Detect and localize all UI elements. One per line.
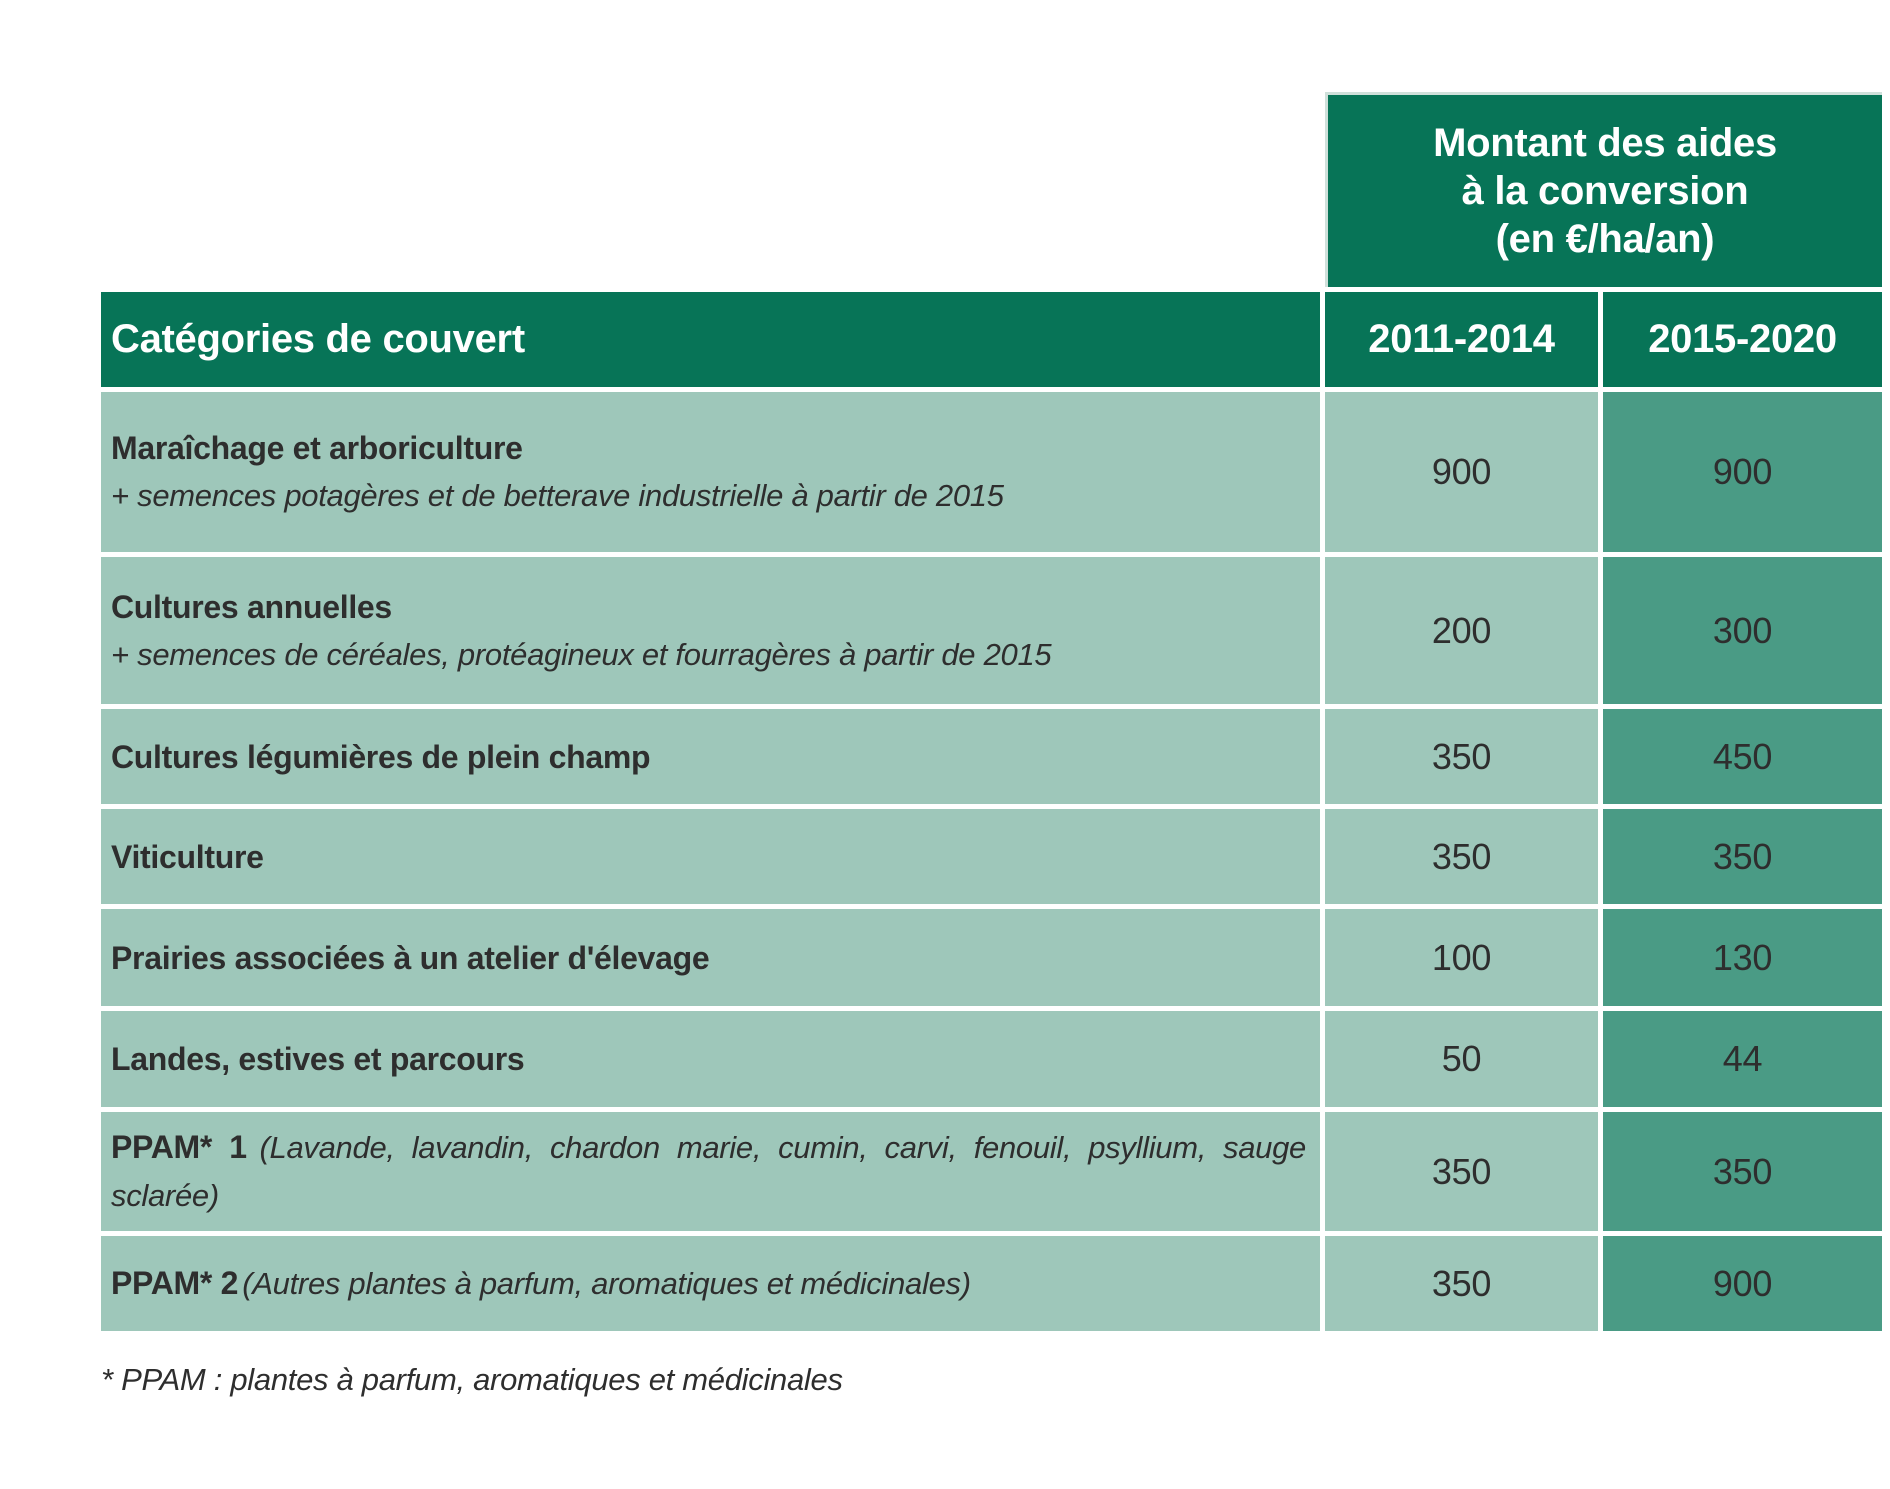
category-cell (101, 1011, 1320, 1107)
category-title: Cultures légumières de plein champ (111, 738, 651, 775)
category-title: Prairies associées à un atelier d'élevage (111, 939, 710, 976)
value-2011-2014: 350 (1325, 1236, 1598, 1331)
merged-header-row (101, 92, 1882, 287)
value-2015-2020: 350 (1603, 1112, 1882, 1231)
category-title: PPAM* 2 (111, 1265, 239, 1301)
value-2015-2020: 450 (1603, 709, 1882, 804)
category-title: Viticulture (111, 838, 264, 875)
category-cell (101, 709, 1320, 804)
value-2015-2020: 350 (1603, 809, 1882, 904)
value-2011-2014: 350 (1325, 1112, 1598, 1231)
value-2015-2020: 900 (1603, 1236, 1882, 1331)
category-note: + semences potagères et de betterave industrielle à partir de 2015 (111, 478, 1004, 513)
category-column-header: Catégories de couvert (101, 292, 1320, 387)
category-cell (101, 1112, 1320, 1231)
table-row (101, 557, 1882, 704)
period-header-2011-2014: 2011-2014 (1325, 292, 1598, 387)
table-row (101, 1112, 1882, 1231)
table-row (101, 1011, 1882, 1107)
category-note: (Autres plantes à parfum, aromatiques et médicinales) (242, 1266, 971, 1301)
value-2011-2014: 50 (1325, 1011, 1598, 1107)
value-2011-2014: 100 (1325, 909, 1598, 1006)
category-note: (Lavande, lavandin, chardon marie, cumin, carvi, fenouil, psyllium, sauge sclarée) (111, 1130, 1306, 1213)
value-2015-2020: 44 (1603, 1011, 1882, 1107)
category-title: Landes, estives et parcours (111, 1041, 525, 1077)
table-row (101, 392, 1882, 552)
conversion-aid-table (96, 87, 1887, 1336)
value-2011-2014: 200 (1325, 557, 1598, 704)
value-2011-2014: 350 (1325, 809, 1598, 904)
value-2015-2020: 130 (1603, 909, 1882, 1006)
merged-header-title: Montant des aides à la conversion (en €/ha/an) (1325, 92, 1882, 287)
category-cell (101, 557, 1320, 704)
category-title: Cultures annuelles (111, 588, 392, 625)
period-header-2015-2020: 2015-2020 (1603, 292, 1882, 387)
category-cell (101, 809, 1320, 904)
table-row (101, 709, 1882, 804)
spacer-cell (101, 92, 1320, 287)
footnote: * PPAM : plantes à parfum, aromatiques et médicinales (101, 1362, 843, 1397)
column-header-row (101, 292, 1882, 387)
table-head (101, 92, 1882, 387)
category-note: + semences de céréales, protéagineux et fourragères à partir de 2015 (111, 636, 1052, 672)
table-row (101, 1236, 1882, 1331)
value-2011-2014: 350 (1325, 709, 1598, 804)
category-title: PPAM* 1 (111, 1129, 247, 1165)
table-row (101, 909, 1882, 1006)
table-body (101, 392, 1882, 1331)
value-2015-2020: 300 (1603, 557, 1882, 704)
category-cell (101, 1236, 1320, 1331)
category-cell (101, 392, 1320, 552)
value-2015-2020: 900 (1603, 392, 1882, 552)
page (0, 87, 1890, 1489)
category-cell (101, 909, 1320, 1006)
table-row (101, 809, 1882, 904)
category-title: Maraîchage et arboriculture (111, 430, 523, 466)
value-2011-2014: 900 (1325, 392, 1598, 552)
